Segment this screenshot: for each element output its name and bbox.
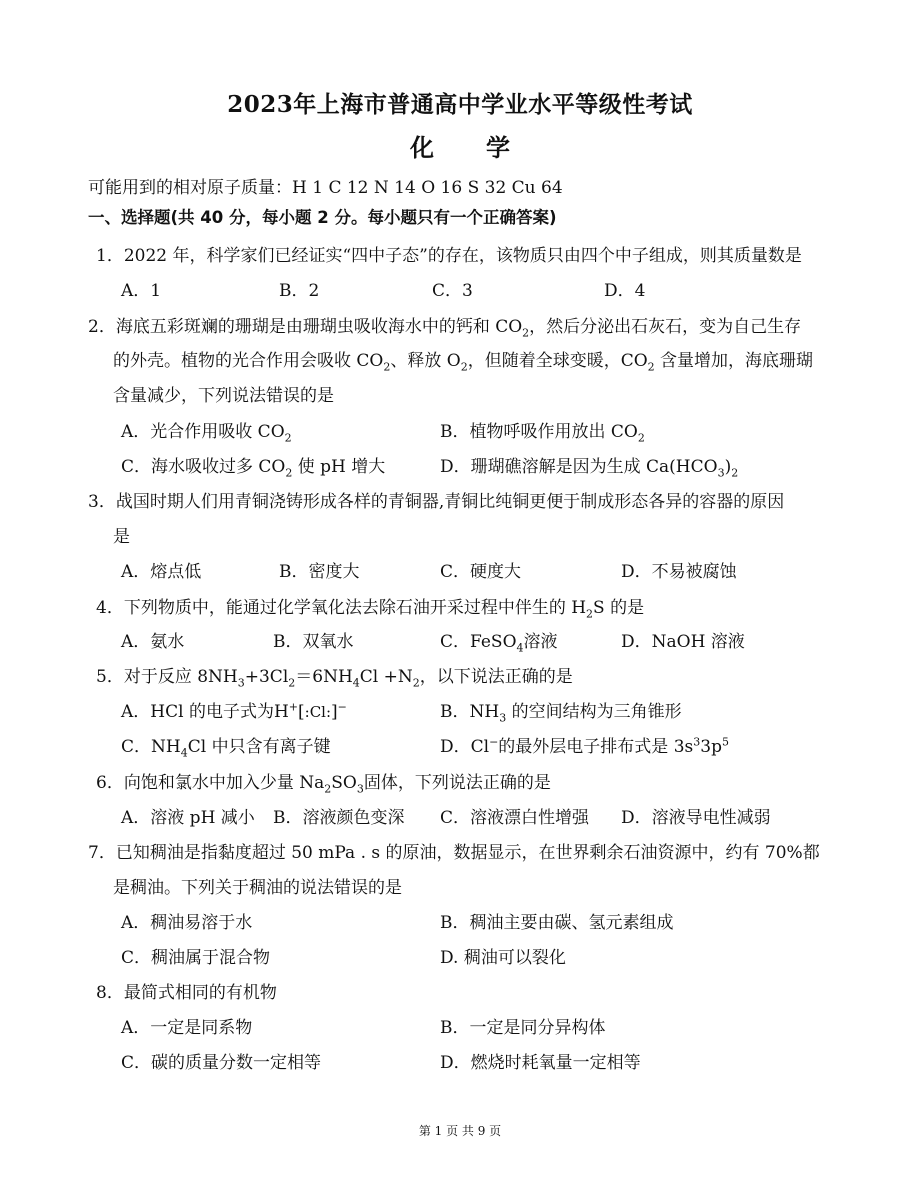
- superscript: −: [337, 700, 347, 714]
- q4-option-a: A．氨水: [121, 632, 185, 652]
- q2-text: 的外壳。植物的光合作用会吸收 CO: [113, 351, 384, 371]
- q5-option-d: [440, 735, 729, 759]
- question-3-line-1: 3．战国时期人们用青铜浇铸形成各样的青铜器,青铜比纯铜更便于制成形态各异的容器的原因: [88, 492, 785, 512]
- q2-option-c-text: C．海水吸收过多 CO: [121, 457, 286, 477]
- question-8-stem: 8．最简式相同的有机物: [96, 983, 277, 1003]
- section-header: 一、选择题(共 40 分，每小题 2 分。每小题只有一个正确答案): [88, 208, 557, 227]
- q3-option-c: C．硬度大: [440, 562, 522, 582]
- q7-option-d: D. 稠油可以裂化: [440, 948, 566, 968]
- subscript: 4: [516, 641, 524, 655]
- q5-option-a: [121, 700, 347, 724]
- q2-text: 、释放 O: [390, 351, 461, 371]
- question-4-stem: [96, 596, 644, 620]
- q5-text: +3Cl: [244, 667, 289, 687]
- q4-option-c: [440, 630, 558, 654]
- q5-option-c-text: Cl 中只含有离子键: [187, 737, 331, 757]
- q2-text: ，然后分泌出石灰石，变为自己生存: [529, 317, 802, 337]
- q5-option-b-text: 的空间结构为三角锥形: [506, 702, 682, 722]
- q4-option-d: D．NaOH 溶液: [621, 632, 745, 652]
- q5-option-b-text: B．NH: [440, 702, 500, 722]
- q1-option-a: A．1: [121, 281, 162, 301]
- subscript: 2: [412, 676, 420, 690]
- q4-option-c-text: 溶液: [523, 632, 558, 652]
- q8-option-b: B．一定是同分异构体: [440, 1018, 606, 1038]
- subscript: 2: [383, 360, 391, 374]
- question-2-line-3: 含量减少，下列说法错误的是: [113, 386, 334, 406]
- superscript: 5: [721, 735, 729, 749]
- bracket: ]: [331, 702, 338, 722]
- q2-option-c: [121, 455, 385, 479]
- q5-text: Cl +N: [359, 667, 413, 687]
- atomic-masses-note: 可能用到的相对原子质量：H 1 C 12 N 14 O 16 S 32 Cu 64: [88, 178, 563, 198]
- q5-option-d-text: 的最外层电子排布式是 3s: [498, 737, 694, 757]
- q4-text: S 的是: [593, 598, 645, 618]
- subscript: 2: [731, 466, 739, 480]
- q3-option-b: B．密度大: [279, 562, 360, 582]
- subscript: 2: [460, 360, 468, 374]
- subscript: 3: [356, 782, 364, 796]
- q6-option-b: B．溶液颜色变深: [273, 808, 405, 828]
- q2-option-a: [121, 420, 292, 444]
- q3-option-a: A．熔点低: [121, 562, 202, 582]
- subscript: 2: [522, 326, 530, 340]
- q2-option-d-text: D．珊瑚礁溶解是因为生成 Ca(HCO: [440, 457, 718, 477]
- q2-text: 含量增加，海底珊瑚: [654, 351, 814, 371]
- q8-option-a: A．一定是同系物: [121, 1018, 253, 1038]
- page-number-footer: 第 1 页 共 9 页: [418, 1124, 502, 1138]
- q5-text: ，以下说法正确的是: [419, 667, 573, 687]
- q6-text: 6．向饱和氯水中加入少量 Na: [96, 773, 325, 793]
- subject-title: 化学: [410, 133, 562, 162]
- subscript: 2: [637, 431, 645, 445]
- question-7-line-2: 是稠油。下列关于稠油的说法错误的是: [113, 878, 402, 898]
- q5-text: 5．对于反应 8NH: [96, 667, 238, 687]
- q1-option-d: D．4: [604, 281, 646, 301]
- q4-text: 4．下列物质中，能通过化学氧化法去除石油开采过程中伴生的 H: [96, 598, 587, 618]
- q6-text: SO: [331, 773, 357, 793]
- q2-option-b-text: B．植物呼吸作用放出 CO: [440, 422, 638, 442]
- q6-option-d: D．溶液导电性减弱: [621, 808, 771, 828]
- exam-title: 2023年上海市普通高中学业水平等级性考试: [227, 91, 693, 118]
- q6-text: 固体，下列说法正确的是: [363, 773, 551, 793]
- q4-option-c-text: C．FeSO: [440, 632, 517, 652]
- subscript: 2: [284, 431, 292, 445]
- q5-option-b: [440, 700, 682, 724]
- q5-option-d-text: D．Cl: [440, 737, 490, 757]
- question-7-line-1: 7．已知稠油是指黏度超过 50 mPa . s 的原油，数据显示，在世界剩余石油资源中，约有 70%都: [88, 843, 820, 863]
- chlorine-electron-dots: :Cl:: [304, 703, 332, 721]
- q2-option-d: [440, 455, 738, 479]
- subscript: 2: [586, 607, 594, 621]
- bracket: [: [298, 702, 305, 722]
- q1-option-c: C．3: [432, 281, 473, 301]
- q5-option-c: [121, 735, 331, 759]
- q4-option-b: B．双氧水: [273, 632, 354, 652]
- subscript: 4: [180, 746, 188, 760]
- subscript: 3: [499, 711, 507, 725]
- q7-option-a: A．稠油易溶于水: [121, 913, 253, 933]
- q2-text: 2．海底五彩斑斓的珊瑚是由珊瑚虫吸收海水中的钙和 CO: [88, 317, 523, 337]
- q1-option-b: B．2: [279, 281, 320, 301]
- q7-option-c: C．稠油属于混合物: [121, 948, 271, 968]
- q6-option-c: C．溶液漂白性增强: [440, 808, 590, 828]
- q8-option-d: D．燃烧时耗氧量一定相等: [440, 1053, 641, 1073]
- q7-option-b: B．稠油主要由碳、氢元素组成: [440, 913, 674, 933]
- subscript: 3: [237, 676, 245, 690]
- subscript: 2: [285, 466, 293, 480]
- subscript: 3: [717, 466, 725, 480]
- question-5-stem: [96, 665, 573, 689]
- q5-option-a-text: A．HCl 的电子式为H: [121, 702, 289, 722]
- subscript: 2: [324, 782, 332, 796]
- q3-option-d: D．不易被腐蚀: [621, 562, 737, 582]
- question-1-stem: 1．2022 年，科学家们已经证实“四中子态”的存在，该物质只由四个中子组成，则其质量数是: [96, 246, 802, 266]
- subscript: 4: [352, 676, 360, 690]
- q6-option-a: A．溶液 pH 减小: [121, 808, 255, 828]
- question-2-line-2: [113, 349, 813, 373]
- subscript: 2: [288, 676, 296, 690]
- q2-option-c-text: 使 pH 增大: [292, 457, 386, 477]
- question-2-line-1: [88, 315, 801, 339]
- q5-text: ＝6NH: [295, 667, 353, 687]
- q8-option-c: C．碳的质量分数一定相等: [121, 1053, 322, 1073]
- superscript: 3: [693, 735, 701, 749]
- q2-option-b: [440, 420, 645, 444]
- question-3-line-2: 是: [113, 527, 130, 547]
- superscript: +: [288, 700, 298, 714]
- q5-option-d-text: 3p: [700, 737, 722, 757]
- q2-option-a-text: A．光合作用吸收 CO: [121, 422, 285, 442]
- q5-option-c-text: C．NH: [121, 737, 181, 757]
- subscript: 2: [647, 360, 655, 374]
- superscript: −: [489, 735, 499, 749]
- q2-text: ，但随着全球变暖，CO: [467, 351, 648, 371]
- question-6-stem: [96, 771, 551, 795]
- q2-option-d-text: ): [724, 457, 732, 477]
